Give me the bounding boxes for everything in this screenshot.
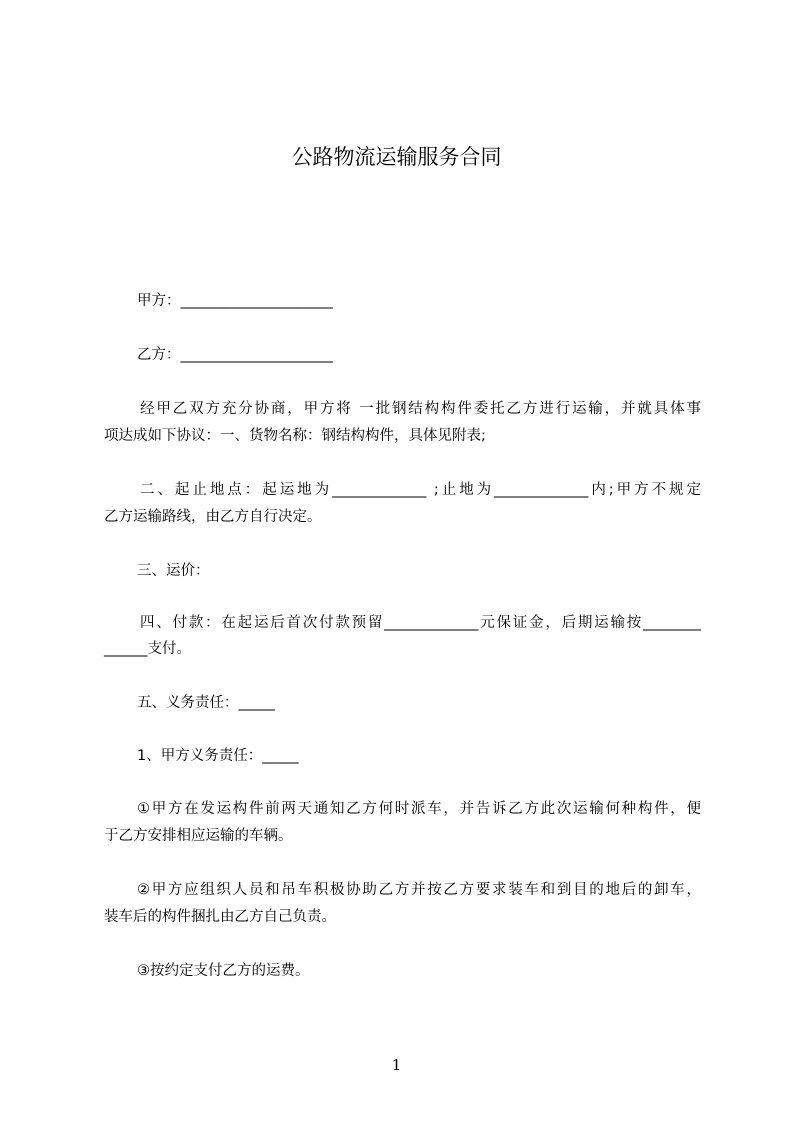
page-number: 1	[391, 1056, 402, 1074]
party-a-duties-line: 1、甲方义务责任：_____	[137, 748, 299, 764]
party-a-line: 甲方：_____________________	[137, 293, 333, 309]
duty-item-1-line-2: 于乙方安排相应运输的车辆。	[104, 828, 293, 844]
section-4-line-2: ______支付。	[104, 641, 191, 657]
duty-item-2-line-2: 装车后的构件捆扎由乙方自己负责。	[104, 909, 336, 925]
duty-item-2-line-1: ②甲方应组织人员和吊车积极协助乙方并按乙方要求装车和到目的地后的卸车，	[137, 882, 701, 898]
contract-title: 公路物流运输服务合同	[291, 145, 502, 169]
section-2-line-1: 二、起止地点：起运地为_____________ ;止地为_____________内;甲方不规定	[140, 482, 701, 498]
section-4-line-1: 四、付款：在起运后首次付款预留_____________元保证金，后期运输按________	[140, 615, 701, 631]
intro-paragraph-line-2: 项达成如下协议：一、货物名称：钢结构构件，具体见附表;	[104, 428, 486, 444]
duty-item-1-line-1: ①甲方在发运构件前两天通知乙方何时派车，并告诉乙方此次运输何种构件，便	[137, 801, 701, 817]
intro-paragraph-line-1: 经甲乙双方充分协商，甲方将 一批钢结构构件委托乙方进行运输，并就具体事	[140, 401, 701, 417]
section-5-line: 五、义务责任：_____	[137, 695, 275, 711]
duty-item-3-line: ③按约定支付乙方的运费。	[137, 963, 310, 979]
section-2-line-2: 乙方运输路线，由乙方自行决定。	[104, 509, 322, 525]
party-b-line: 乙方：_____________________	[137, 347, 333, 363]
section-3-line: 三、运价：	[137, 563, 210, 579]
